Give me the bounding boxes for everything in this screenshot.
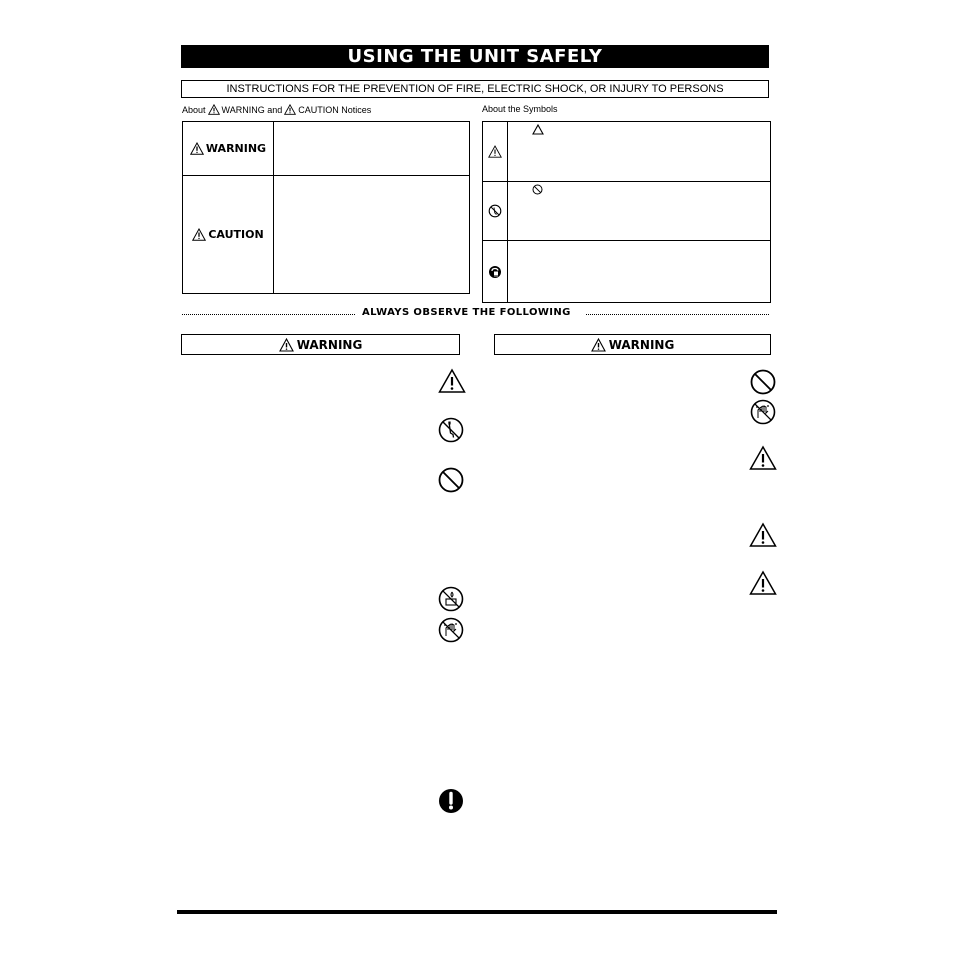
subtitle-box bbox=[181, 80, 769, 98]
no-disassemble-icon bbox=[488, 204, 502, 218]
warning-triangle-icon bbox=[749, 570, 777, 596]
notice-row-caution bbox=[183, 176, 469, 293]
notices-caption-warning: WARNING and bbox=[221, 104, 283, 115]
notices-caption bbox=[182, 104, 371, 115]
divider-label: ALWAYS OBSERVE THE FOLLOWING bbox=[362, 307, 571, 318]
warning-triangle-icon bbox=[749, 445, 777, 471]
notices-caption-caution: CAUTION Notices bbox=[298, 104, 372, 115]
warning-triangle-icon bbox=[192, 228, 206, 241]
warning-triangle-icon bbox=[591, 338, 606, 352]
notice-label-cell bbox=[183, 122, 274, 175]
no-wet-hands-icon bbox=[438, 617, 464, 643]
prohibited-circle-icon bbox=[532, 184, 543, 195]
warning-triangle-icon bbox=[279, 338, 294, 352]
symbol-icon-cell bbox=[483, 241, 508, 302]
notice-label-cell bbox=[183, 176, 274, 293]
left-warning-header bbox=[181, 334, 460, 355]
symbols-table bbox=[482, 121, 771, 303]
symbol-icon-cell bbox=[483, 122, 508, 181]
divider-line-right bbox=[586, 314, 769, 315]
warning-triangle-icon bbox=[190, 142, 204, 155]
subtitle: INSTRUCTIONS FOR THE PREVENTION OF FIRE, ELECTRIC SHOCK, OR INJURY TO PERSONS bbox=[226, 83, 724, 95]
divider-line-left bbox=[182, 314, 355, 315]
symbol-row-triangle bbox=[483, 122, 770, 182]
notice-label-warning: WARNING bbox=[205, 142, 267, 155]
symbol-icon-cell bbox=[483, 182, 508, 240]
notice-table bbox=[182, 121, 470, 294]
warning-triangle-icon bbox=[488, 145, 502, 158]
page-title-bar bbox=[181, 45, 769, 68]
symbols-caption bbox=[482, 104, 558, 114]
mandatory-action-icon bbox=[438, 788, 464, 814]
right-warning-label: WARNING bbox=[608, 337, 675, 352]
symbol-row-unplug bbox=[483, 241, 770, 302]
footer-rule bbox=[177, 910, 777, 914]
no-disassemble-icon bbox=[438, 417, 464, 443]
warning-triangle-icon bbox=[749, 522, 777, 548]
page-title: USING THE UNIT SAFELY bbox=[347, 46, 603, 67]
prohibited-circle-icon bbox=[750, 369, 776, 395]
symbol-row-prohibited bbox=[483, 182, 770, 241]
triangle-outline-icon bbox=[532, 124, 544, 135]
left-warning-label: WARNING bbox=[296, 337, 363, 352]
prohibited-circle-icon bbox=[438, 467, 464, 493]
no-wet-hands-icon bbox=[750, 399, 776, 425]
right-warning-header bbox=[494, 334, 771, 355]
notice-row-warning bbox=[183, 122, 469, 176]
unplug-icon bbox=[488, 265, 502, 279]
no-water-icon bbox=[438, 586, 464, 612]
warning-triangle-icon bbox=[208, 104, 220, 115]
warning-triangle-icon bbox=[438, 368, 466, 394]
symbols-caption-text: About the Symbols bbox=[482, 104, 558, 114]
warning-triangle-icon bbox=[284, 104, 296, 115]
notices-caption-prefix: About bbox=[182, 104, 206, 115]
notice-label-caution: CAUTION bbox=[208, 228, 264, 241]
